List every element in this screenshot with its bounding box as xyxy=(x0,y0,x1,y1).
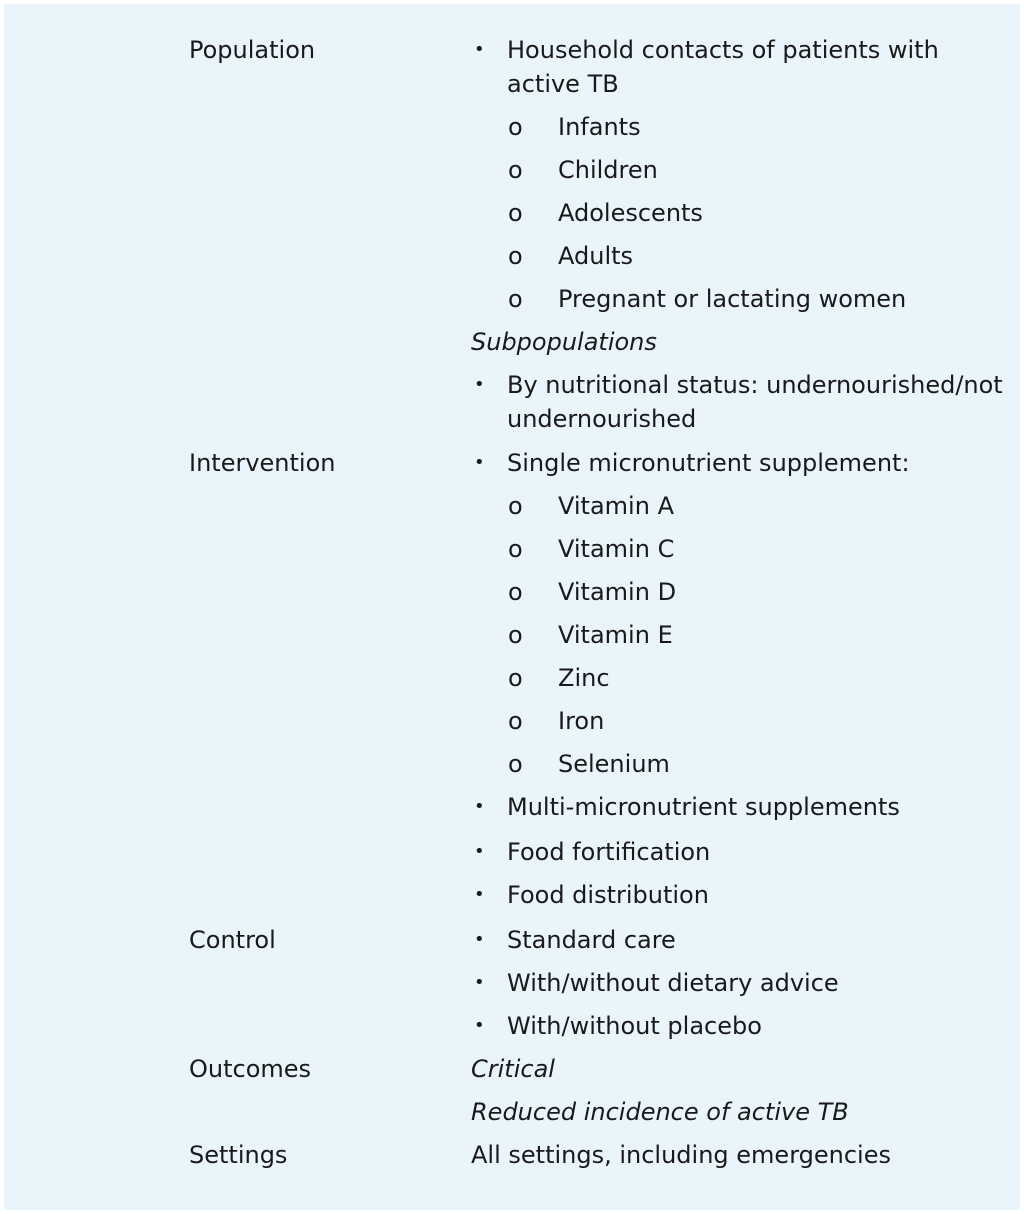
sub-list-item: o Selenium xyxy=(508,750,670,778)
outcomes-content xyxy=(471,1052,1016,1129)
intervention-content xyxy=(471,446,1016,912)
list-item: • With/without dietary advice xyxy=(471,966,1016,1000)
settings-value: All settings, including emergencies xyxy=(471,1141,891,1169)
list-item: • By nutritional status: undernourished/not undernourished xyxy=(471,368,1016,436)
population-content xyxy=(471,33,1016,436)
sub-list-item: o Vitamin A xyxy=(508,492,674,520)
sub-list-item: o Vitamin E xyxy=(508,621,673,649)
sub-list-item: o Children xyxy=(508,156,658,184)
list-item: • Food fortification xyxy=(471,835,1016,869)
settings-label: Settings xyxy=(189,1141,288,1169)
control-label: Control xyxy=(189,926,276,954)
list-item: • Single micronutrient supplement: xyxy=(471,446,1016,480)
pico-table xyxy=(4,4,1020,1210)
list-item: • Standard care xyxy=(471,923,1016,957)
sub-list-item: o Zinc xyxy=(508,664,610,692)
settings-content xyxy=(471,1138,1016,1172)
list-item: • With/without placebo xyxy=(471,1009,1016,1043)
list-item: • Multi-micronutrient supplements xyxy=(471,790,1016,824)
sub-list-item: o Adolescents xyxy=(508,199,703,227)
control-content xyxy=(471,923,1016,1043)
population-label: Population xyxy=(189,36,316,64)
outcome-item: Reduced incidence of active TB xyxy=(471,1098,849,1126)
list-item: • Household contacts of patients with active TB xyxy=(471,33,1016,101)
sub-list-item: o Pregnant or lactating women xyxy=(508,285,907,313)
outcomes-label: Outcomes xyxy=(189,1055,312,1083)
intervention-label: Intervention xyxy=(189,449,336,477)
subpopulations-heading: Subpopulations xyxy=(471,328,657,356)
list-item: • Food distribution xyxy=(471,878,1016,912)
sub-list-item: o Iron xyxy=(508,707,605,735)
outcomes-heading: Critical xyxy=(471,1055,555,1083)
sub-list-item: o Vitamin D xyxy=(508,578,677,606)
sub-list-item: o Adults xyxy=(508,242,634,270)
sub-list-item: o Vitamin C xyxy=(508,535,675,563)
sub-list-item: o Infants xyxy=(508,113,641,141)
